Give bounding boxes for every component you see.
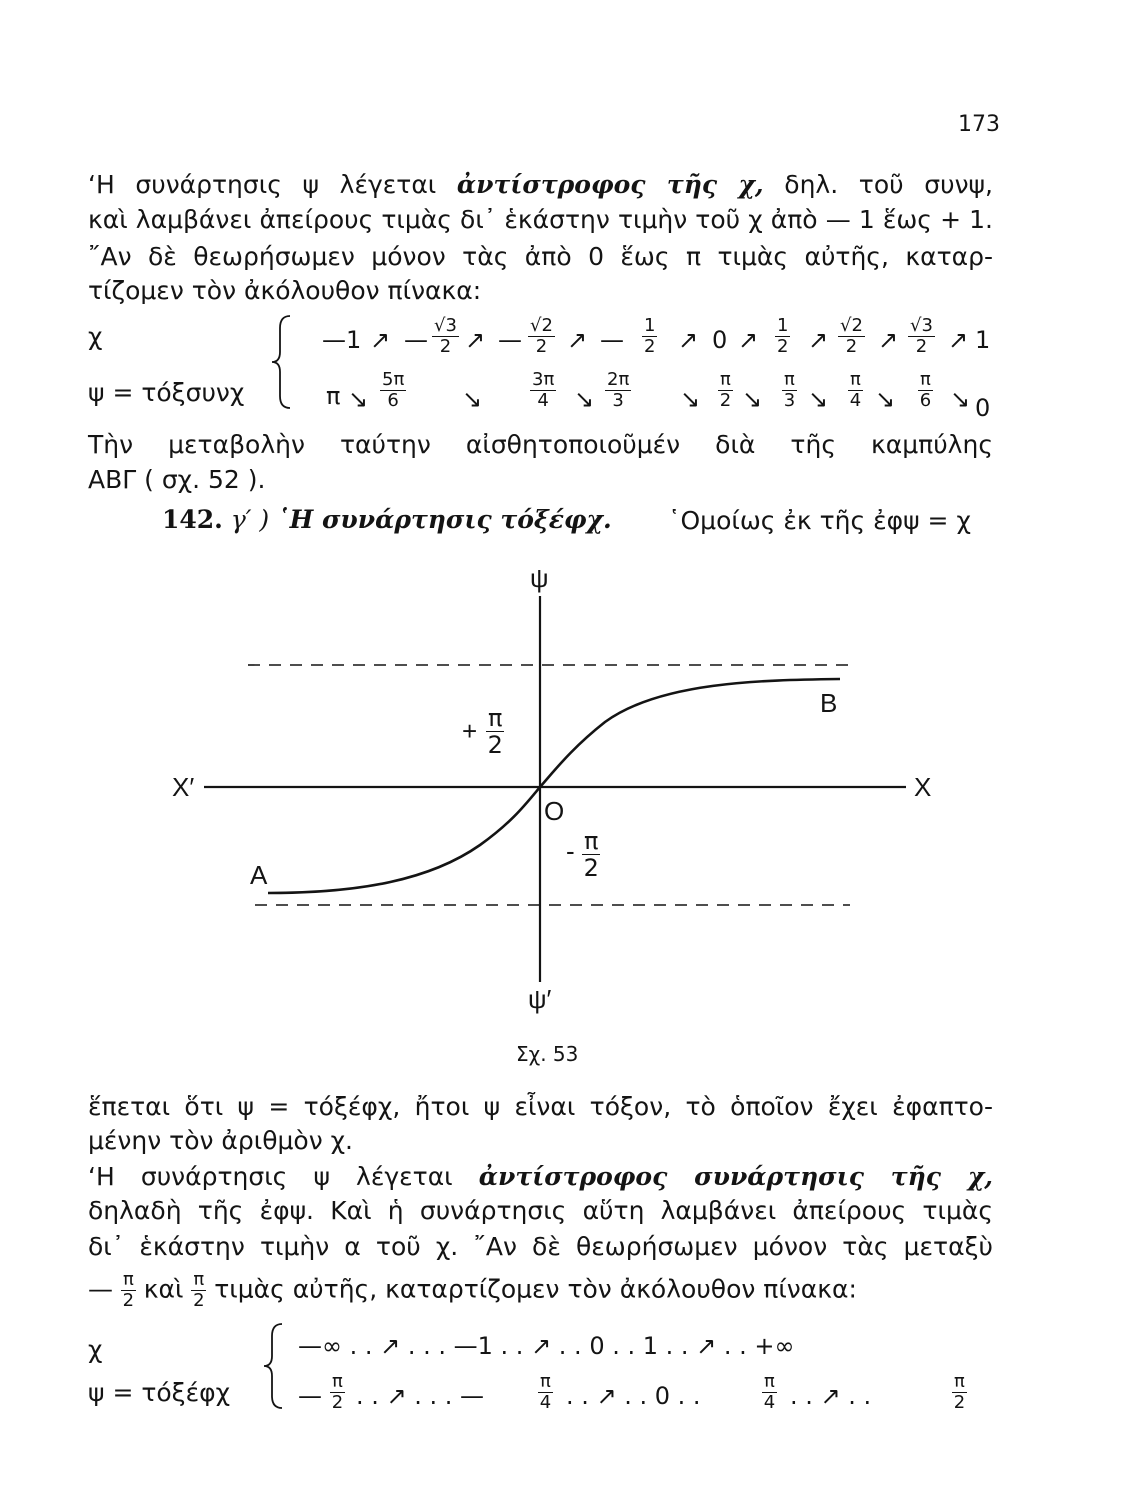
t1-x-frac: $\frac{√2}{2}$ xyxy=(840,315,863,357)
t1-y-arrow: ↘ xyxy=(574,385,595,413)
para4-pi-half-1: $\frac{\pi}{2}$ xyxy=(122,1269,135,1311)
para1-bold-term: ἀντίστροφος τῆς χ, xyxy=(456,170,764,199)
section-title: ῾Η συνάρτησις τόξέφχ. xyxy=(277,505,612,534)
para4-kai: καὶ xyxy=(143,1274,184,1304)
para4-text: ‘Η συνάρτησις ψ λέγεται xyxy=(88,1162,453,1191)
t1-y-frac: $\frac{5\pi}{6}$ xyxy=(382,369,405,411)
para1-line4: τίζομεν τὸν ἀκόλουθον πίνακα: xyxy=(88,276,482,305)
table1-x-label: χ xyxy=(88,322,103,351)
t1-x-arrow: ↗ xyxy=(948,326,969,354)
section-text: ῾Ομοίως ἐκ τῆς ἐφψ = χ xyxy=(668,506,971,535)
t1-x-cell: 1 xyxy=(975,326,991,354)
t2-y-frac: $\frac{\pi}{2}$ xyxy=(953,1371,966,1413)
t1-x-frac: $\frac{√3}{2}$ xyxy=(910,315,933,357)
figure-plus-sign: + xyxy=(462,716,478,746)
t1-y-arrow: ↘ xyxy=(680,385,701,413)
t2-y-frac: $\frac{\pi}{4}$ xyxy=(763,1371,776,1413)
para3-line2: μένην τὸν ἀριθμὸν χ. xyxy=(88,1126,354,1155)
t1-y-arrow: ↘ xyxy=(875,385,896,413)
para4-line1 xyxy=(88,1160,993,1194)
para4-line2: δηλαδὴ τῆς ἐφψ. Καὶ ἡ συνάρτησις αὕτη λαμβάνει ἀπείρους τιμὰς xyxy=(88,1196,993,1225)
t2-y-cell: . . ↗ . . . — xyxy=(356,1382,485,1410)
para4-pi-half-2: $\frac{\pi}{2}$ xyxy=(193,1269,205,1311)
t1-x-cell: 0 xyxy=(712,326,728,354)
t2-y-cell: — xyxy=(298,1382,322,1410)
para1-line2: καὶ λαμβάνει ἀπείρους τιμὰς δι᾽ ἑκάστην τιμὴν τοῦ χ ἀπὸ — 1 ἕως + 1. xyxy=(88,205,993,234)
t1-x-cell: —1 xyxy=(322,326,362,354)
t1-x-frac: $\frac{1}{2}$ xyxy=(644,315,656,357)
t1-y-frac: $\frac{2\pi}{3}$ xyxy=(607,369,630,411)
figure-x-prime-label: Χ′ xyxy=(172,772,195,802)
t1-y-arrow: ↘ xyxy=(808,385,829,413)
figure-point-a: Α xyxy=(250,860,268,890)
t1-x-arrow: ↗ xyxy=(678,326,699,354)
t1-y-frac: $\frac{\pi}{3}$ xyxy=(783,369,796,411)
t1-y-frac: $\frac{\pi}{6}$ xyxy=(919,369,932,411)
section-number: 142. xyxy=(162,505,223,534)
figure-caption: Σχ. 53 xyxy=(516,1042,579,1066)
t1-x-arrow: ↗ xyxy=(878,326,899,354)
table2-y-label: ψ = τόξέφχ xyxy=(88,1378,231,1407)
t1-x-arrow: ↗ xyxy=(465,326,486,354)
t1-x-frac: $\frac{√3}{2}$ xyxy=(434,315,457,357)
para4-line3: δι᾽ ἑκάστην τιμὴν α τοῦ χ. ῎Αν δὲ θεωρήσωμεν μόνον τὰς μεταξὺ xyxy=(88,1232,993,1261)
t1-x-arrow: ↗ xyxy=(808,326,829,354)
t1-x-arrow: ↗ xyxy=(738,326,759,354)
t2-y-frac: $\frac{\pi}{4}$ xyxy=(539,1371,552,1413)
para4-line4 xyxy=(88,1270,857,1311)
t1-x-frac: $\frac{√2}{2}$ xyxy=(530,315,553,357)
figure-y-label: ψ xyxy=(530,563,549,593)
t1-y-arrow: ↘ xyxy=(348,385,369,413)
figure-plus-pi-half: $\frac{\pi}{2}$ xyxy=(487,704,503,759)
figure-point-b: Β xyxy=(820,688,838,718)
para1-line3: ῎Αν δὲ θεωρήσωμεν μόνον τὰς ἀπὸ 0 ἕως π τιμὰς αὐτῆς, καταρ- xyxy=(88,242,993,271)
table1-y-label: ψ = τόξσυνχ xyxy=(88,378,245,407)
t1-x-arrow: ↗ xyxy=(370,326,391,354)
t1-x-cell: — xyxy=(404,326,428,354)
figure-y-prime-label: ψ′ xyxy=(528,984,552,1014)
t1-y-arrow: ↘ xyxy=(462,385,483,413)
para4-bold-term: ἀντίστροφος συνάρτησις τῆς χ, xyxy=(478,1162,993,1191)
t2-y-cell: . . ↗ . . 0 . . xyxy=(566,1382,701,1410)
t1-x-cell: — xyxy=(600,326,624,354)
t1-y-frac: $\frac{\pi}{2}$ xyxy=(719,369,732,411)
t2-x-row: —∞ . . ↗ . . . —1 . . ↗ . . 0 . . 1 . . ↗ . . +∞ xyxy=(298,1332,795,1360)
t1-y-frac: $\frac{3\pi}{4}$ xyxy=(532,369,555,411)
t1-y-cell: π xyxy=(326,382,341,410)
para1-text: ‘Η συνάρτησις ψ λέγεται xyxy=(88,170,437,199)
table2-brace xyxy=(262,1320,292,1412)
t1-x-arrow: ↗ xyxy=(567,326,588,354)
para4-rest: τιμὰς αὐτῆς, καταρτίζομεν τὸν ἀκόλουθον πίνακα: xyxy=(214,1274,857,1304)
para2-line2: ΑΒΓ ( σχ. 52 ). xyxy=(88,465,266,494)
t1-x-frac: $\frac{1}{2}$ xyxy=(777,315,789,357)
para3-line1: ἕπεται ὅτι ψ = τόξέφχ, ἤτοι ψ εἶναι τόξον, τὸ ὁποῖον ἔχει ἐφαπτο- xyxy=(88,1092,993,1121)
t2-y-cell: . . ↗ . . xyxy=(790,1382,872,1410)
figure-minus-sign: - xyxy=(566,836,575,866)
para1-text-end: δηλ. τοῦ συνψ, xyxy=(784,170,993,199)
figure-x-label: Χ xyxy=(914,772,932,802)
para2-line1: Τὴν μεταβολὴν ταύτην αἰσθητοποιοῦμέν διὰ τῆς καμπύλης xyxy=(88,430,993,459)
para4-minus: — xyxy=(88,1274,113,1304)
t1-y-frac: $\frac{\pi}{4}$ xyxy=(849,369,862,411)
t1-y-cell: 0 xyxy=(975,394,991,422)
t1-x-cell: — xyxy=(498,326,522,354)
section-letter: γ′ ) xyxy=(230,505,270,534)
table2-x-label: χ xyxy=(88,1335,103,1364)
page-number: 173 xyxy=(958,112,1000,137)
t1-y-arrow: ↘ xyxy=(742,385,763,413)
t2-y-frac: $\frac{\pi}{2}$ xyxy=(331,1371,344,1413)
figure-origin-label: Ο xyxy=(544,796,565,826)
t1-y-arrow: ↘ xyxy=(950,385,971,413)
figure-minus-pi-half: $\frac{\pi}{2}$ xyxy=(583,827,599,882)
